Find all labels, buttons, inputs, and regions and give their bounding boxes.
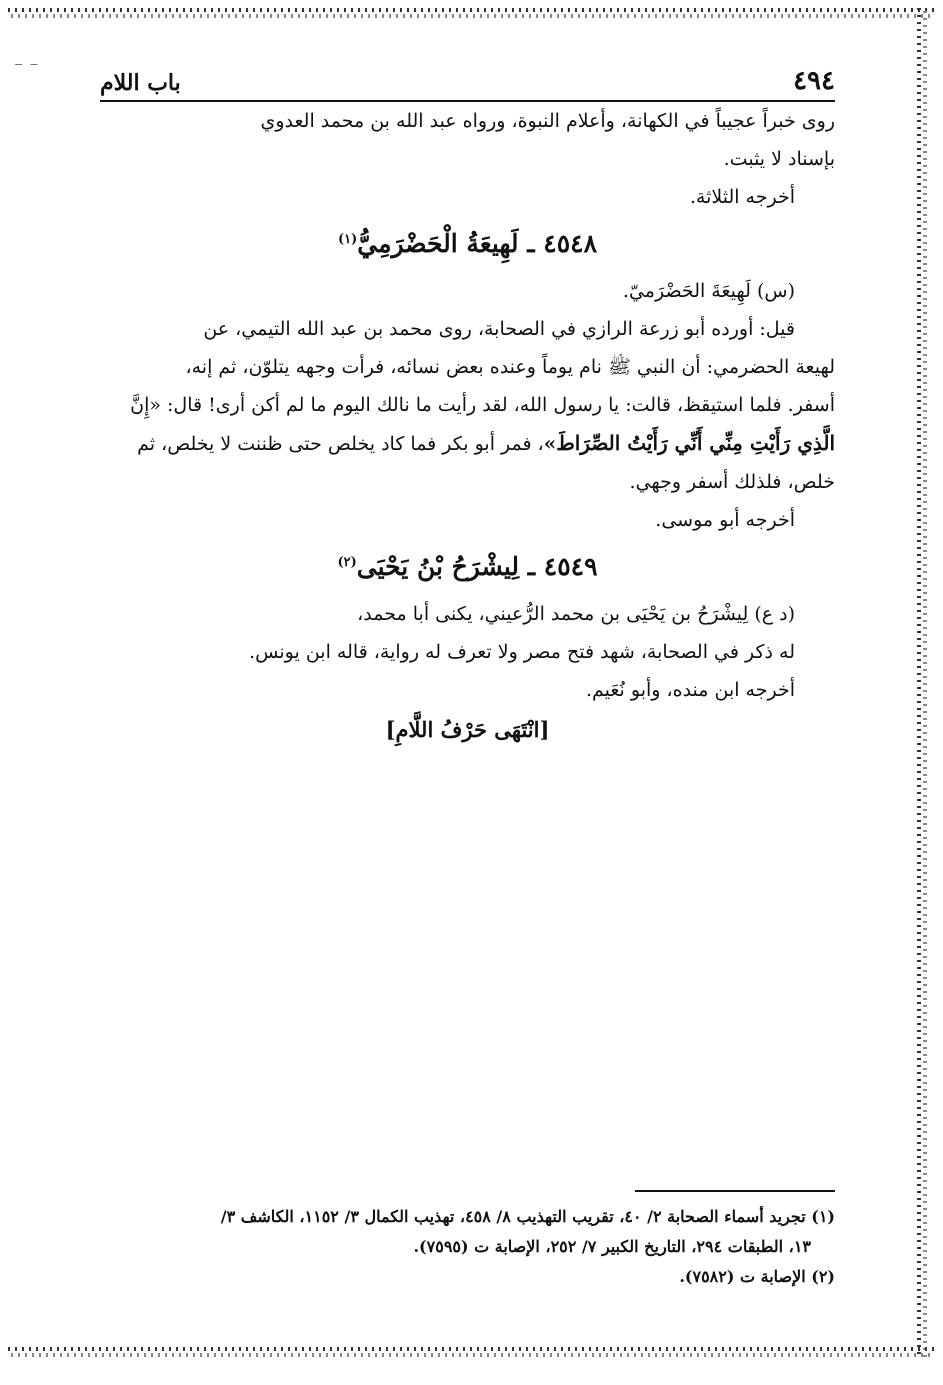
section-title: باب اللام: [100, 70, 181, 96]
text-line: لهيعة الحضرمي: أن النبي ﷺ نام يوماً وعنده بعض نسائه، فرأت وجهه يتلوّن، ثم إنه،: [185, 356, 835, 378]
footnote-ref: (٢): [337, 555, 357, 570]
text-line: أسفر. فلما استيقظ، قالت: يا رسول الله، لقد رأيت ما نالك اليوم ما لم أكن أرى! قال: «إِنَّ: [130, 394, 835, 416]
text-line: بإسناد لا يثبت.: [723, 148, 835, 170]
footnote: (٢) الإصابة ت (٧٥٨٢).: [679, 1267, 835, 1286]
section-end-marker: [انْتَهَى حَرْفُ اللَّامِ]: [385, 717, 550, 742]
decorative-border-right: [917, 8, 929, 1357]
text-line: [100, 424, 835, 463]
page-number: ٤٩٤: [793, 66, 835, 96]
footnote: ١٣، الطبقات ٢٩٤، التاريخ الكبير ٧/ ٢٥٢، الإصابة ت (٧٥٩٥).: [413, 1237, 811, 1256]
decorative-border-bottom: [8, 1347, 935, 1357]
text-line: قيل: أورده أبو زرعة الرازي في الصحابة، روى محمد بن عبد الله التيمي، عن: [203, 318, 795, 340]
footnote: (١) تجريد أسماء الصحابة ٢/ ٤٠، تقريب التهذيب ٨/ ٤٥٨، تهذيب الكمال ٣/ ١١٥٢، الكاشف ٣/: [220, 1207, 835, 1226]
footnotes: [100, 1190, 835, 1292]
entry-heading: [100, 220, 835, 268]
entry-title: ٤٥٤٨ ـ لَهِيعَةُ الْحَضْرَمِيُّ: [357, 229, 597, 258]
source-line: أخرجه أبو موسى.: [655, 509, 795, 531]
entry-code-line: (س) لَهِيعَةَ الحَضْرَميّ.: [622, 280, 795, 302]
text-line: له ذكر في الصحابة، شهد فتح مصر ولا تعرف له رواية، قاله ابن يونس.: [249, 641, 795, 663]
hadith-quote: الَّذِي رَأَيْتِ مِنِّي أَنِّي رَأَيْتُ الصِّرَاطَ»: [543, 431, 835, 455]
text-line: أخرجه الثلاثة.: [689, 186, 795, 208]
entry-title: ٤٥٤٩ ـ لِيشْرَحُ بْنُ يَحْيَى: [356, 552, 598, 581]
decorative-border-top: [8, 8, 935, 18]
text-span: ، فمر أبو بكر فما كاد يخلص حتى ظننت لا يخلص، ثم: [137, 433, 544, 455]
text-line: روى خبراً عجيباً في الكهانة، وأعلام النبوة، ورواه عبد الله بن محمد العدوي: [260, 110, 835, 132]
running-head: [100, 60, 835, 102]
footnote-ref: (١): [337, 232, 358, 247]
source-line: أخرجه ابن منده، وأبو نُعَيم.: [585, 679, 795, 701]
page-body: [100, 60, 835, 751]
entry-code-line: (د ع) لِيشْرَحُ بن يَحْيَى بن محمد الرُّعيني، يكنى أبا محمد،: [357, 603, 795, 625]
footnote-divider: [635, 1190, 835, 1192]
scan-mark: ⁻ ⁻: [14, 58, 39, 79]
text-line: خلص، فلذلك أسفر وجهي.: [629, 471, 835, 493]
entry-heading: [100, 543, 835, 591]
